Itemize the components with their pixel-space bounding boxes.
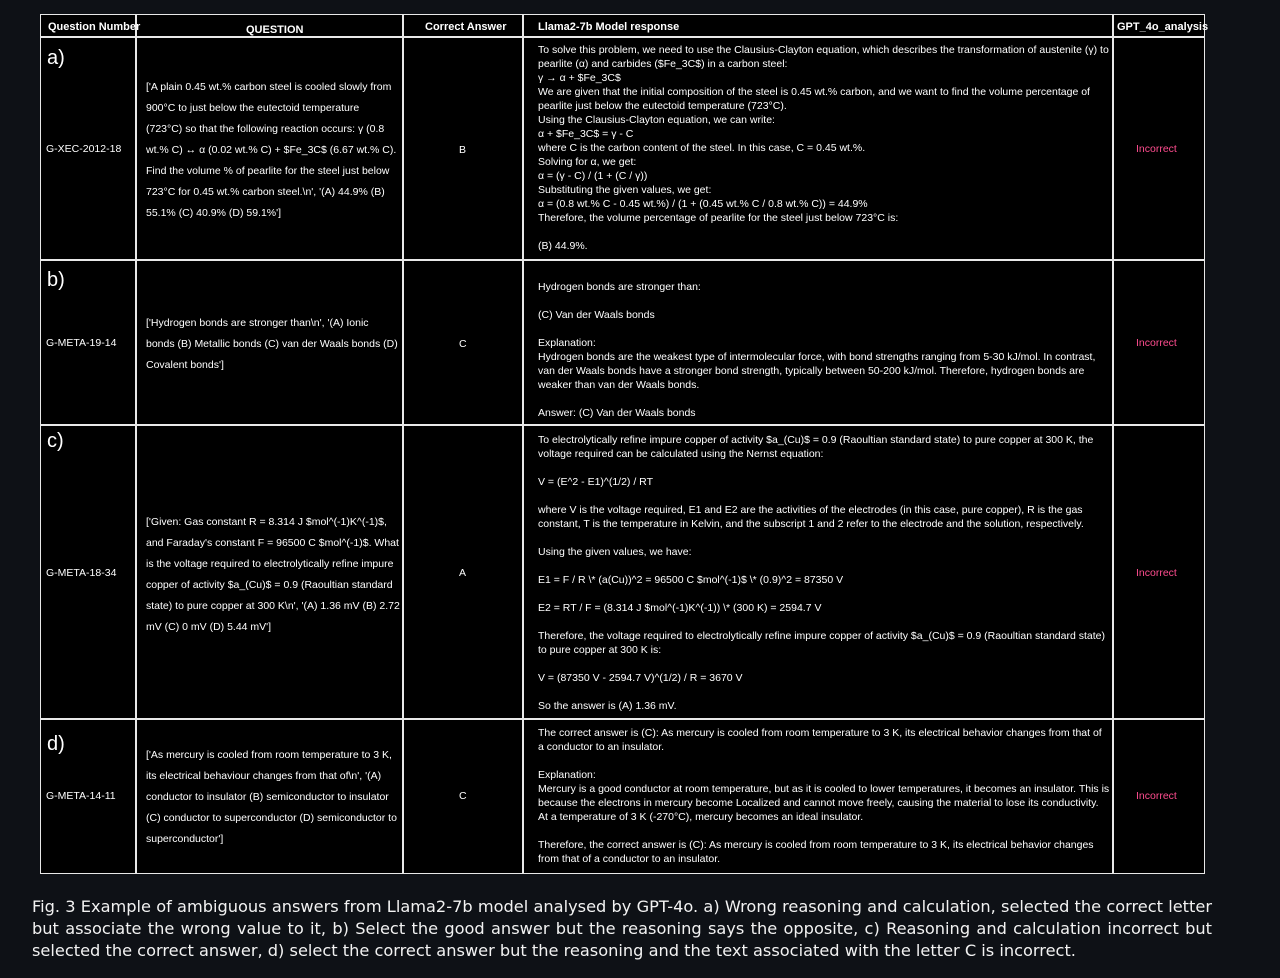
model-response [538, 43, 1110, 253]
col-divider [135, 15, 137, 873]
response-spacer [538, 685, 1113, 699]
response-line: The correct answer is (C): As mercury is cooled from room temperature to 3 K, its electrical behavior changes from that of a conductor to an insulator. [538, 727, 1102, 753]
response-line: So the answer is (A) 1.36 mV. [538, 700, 677, 712]
analysis-verdict: Incorrect [1136, 337, 1177, 349]
response-line: E2 = RT / F = (8.314 J $mol^(-1)K^(-1)) \* (300 K) = 2594.7 V [538, 602, 822, 614]
response-line: We are given that the initial composition of the steel is 0.45 wt.% carbon, and we want to find the volume percentage of pearlite just below the eutectoid temperature (723°C). [538, 86, 1090, 112]
analysis-verdict: Incorrect [1136, 143, 1177, 155]
correct-answer: C [459, 790, 467, 802]
response-spacer [538, 461, 1113, 475]
response-line: Hydrogen bonds are the weakest type of intermolecular force, with bond strengths ranging from 5-30 kJ/mol. In contrast, van der Waals bonds have a stronger bond strength, typically between 50-200 kJ/mol. Therefore, hydrogen bonds are weaker than van der Waals bonds. [538, 351, 1096, 391]
col-divider [522, 15, 524, 873]
response-spacer [538, 615, 1113, 629]
col-divider [402, 15, 404, 873]
question-text: ['As mercury is cooled from room temperature to 3 K, its electrical behaviour changes from that of\n', '(A) conductor to insulator (B) semiconductor to insulator (C) conductor to superconductor (D) semiconductor to superconductor'] [146, 749, 397, 845]
response-line: V = (E^2 - E1)^(1/2) / RT [538, 476, 653, 488]
response-line: Hydrogen bonds are stronger than: [538, 281, 701, 293]
question-id: G-META-18-34 [46, 567, 117, 579]
response-spacer [538, 225, 1110, 239]
response-line: where V is the voltage required, E1 and E2 are the activities of the electrodes (in this case, pure copper), R is the gas constant, T is the temperature in Kelvin, and the subscript 1 and 2 refer to the electrode and the solution, respectively. [538, 504, 1084, 530]
response-line: Therefore, the voltage required to electrolytically refine impure copper of activity $a_(Cu)$ = 0.9 (Raoultian standard state) to pure copper at 300 K is: [538, 630, 1105, 656]
row-label: c) [47, 430, 64, 452]
analysis-verdict: Incorrect [1136, 790, 1177, 802]
response-line: Therefore, the volume percentage of pearlite for the steel just below 723°C is: [538, 212, 899, 224]
model-response [538, 433, 1113, 713]
response-spacer [538, 587, 1113, 601]
response-line: To solve this problem, we need to use the Clausius-Clayton equation, which describes the transformation of austenite (γ) to pearlite (α) and carbides ($Fe_3C$) in a carbon steel: [538, 44, 1109, 70]
model-response [538, 280, 1113, 420]
response-spacer [538, 322, 1113, 336]
response-line: (C) Van der Waals bonds [538, 309, 655, 321]
response-line: Mercury is a good conductor at room temperature, but as it is cooled to lower temperatures, it becomes an insulator. This is because the electrons in mercury become Localized and cannot move freely, causing the material to lose its conductivity. At a temperature of 3 K (-270°C), mercury becomes an ideal insulator. [538, 783, 1110, 823]
question-id: G-META-14-11 [46, 790, 116, 802]
analysis-verdict: Incorrect [1136, 567, 1177, 579]
row-divider [41, 718, 1204, 720]
response-line: Answer: (C) Van der Waals bonds [538, 407, 696, 419]
response-spacer [538, 531, 1113, 545]
question-text: ['Hydrogen bonds are stronger than\n', '(A) Ionic bonds (B) Metallic bonds (C) van der Waals bonds (D) Covalent bonds'] [146, 317, 398, 371]
response-spacer [538, 489, 1113, 503]
header-divider [41, 36, 1204, 38]
results-table [40, 14, 1209, 874]
header-model-response: Llama2-7b Model response [538, 21, 680, 33]
correct-answer: A [459, 567, 467, 579]
row-divider [41, 424, 1204, 426]
response-spacer [538, 392, 1113, 406]
header-correct-answer: Correct Answer [425, 21, 507, 33]
question-text: ['Given: Gas constant R = 8.314 J $mol^(-1)K^(-1)$, and Faraday's constant F = 96500 C $mol^(-1)$. What is the voltage required to electrolytically refine impure copper of activity $a_(Cu)$ = 0.9 (Raoultian standard state) to pure copper at 300 K\n', '(A) 1.36 mV (B) 2.72 mV (C) 0 mV (D) 5.44 mV'] [146, 516, 400, 633]
header-analysis: GPT_4o_analysis [1117, 21, 1209, 33]
response-line: V = (87350 V - 2594.7 V)^(1/2) / R = 3670 V [538, 672, 743, 684]
response-line: Using the Clausius-Clayton equation, we can write: [538, 114, 775, 126]
response-line: To electrolytically refine impure copper of activity $a_(Cu)$ = 0.9 (Raoultian standard state) to pure copper at 300 K, the voltage required can be calculated using the Nernst equation: [538, 434, 1094, 460]
response-line: Explanation: [538, 769, 596, 781]
row-divider [41, 259, 1204, 261]
question-id: G-META-19-14 [46, 337, 117, 349]
response-line: Solving for α, we get: [538, 156, 637, 168]
header-question: QUESTION [246, 24, 304, 36]
question-id: G-XEC-2012-18 [46, 143, 122, 155]
response-spacer [538, 294, 1113, 308]
question-text: ['A plain 0.45 wt.% carbon steel is cooled slowly from 900°C to just below the eutectoid temperature (723°C) so that the following reaction occurs: γ (0.8 wt.% C) ↔ α (0.02 wt.% C) + $Fe_3C$ (6.67 wt.% C). Find the volume % of pearlite for the steel just below 723°C for 0.45 wt.% carbon steel.\n', '(A) 44.9% (B) 55.1% (C) 40.9% (D) 59.1%'] [146, 81, 397, 219]
response-line: (B) 44.9%. [538, 240, 588, 252]
response-line: Substituting the given values, we get: [538, 184, 712, 196]
response-line: α = (0.8 wt.% C - 0.45 wt.%) / (1 + (0.45 wt.% C / 0.8 wt.% C)) = 44.9% [538, 198, 868, 210]
row-label: a) [47, 47, 65, 69]
row-label: d) [47, 733, 65, 755]
response-spacer [538, 824, 1110, 838]
response-line: where C is the carbon content of the steel. In this case, C = 0.45 wt.%. [538, 142, 866, 154]
model-response [538, 726, 1110, 866]
response-spacer [538, 754, 1110, 768]
correct-answer: C [459, 338, 467, 350]
response-line: γ → α + $Fe_3C$ [538, 72, 621, 84]
correct-answer: B [459, 144, 467, 156]
response-line: Using the given values, we have: [538, 546, 692, 558]
response-line: E1 = F / R \* (a(Cu))^2 = 96500 C $mol^(-1)$ \* (0.9)^2 = 87350 V [538, 574, 844, 586]
header-question-number: Question Number [48, 21, 141, 33]
response-spacer [538, 657, 1113, 671]
response-line: α + $Fe_3C$ = γ - C [538, 128, 634, 140]
row-label: b) [47, 269, 65, 291]
response-line: α = (γ - C) / (1 + (C / γ)) [538, 170, 648, 182]
response-line: Explanation: [538, 337, 596, 349]
response-line: Therefore, the correct answer is (C): As mercury is cooled from room temperature to 3 K, its electrical behavior changes from that of a conductor to an insulator. [538, 839, 1094, 865]
response-spacer [538, 559, 1113, 573]
figure-caption: Fig. 3 Example of ambiguous answers from Llama2-7b model analysed by GPT-4o. a) Wrong reasoning and calculation, selected the correct letter but associate the wrong value to it, b) Select the good answer but the reasoning says the opposite, c) Reasoning and calculation incorrect but selected the correct answer, d) select the correct answer but the reasoning and the text associated with the letter C is incorrect. [32, 897, 1212, 960]
